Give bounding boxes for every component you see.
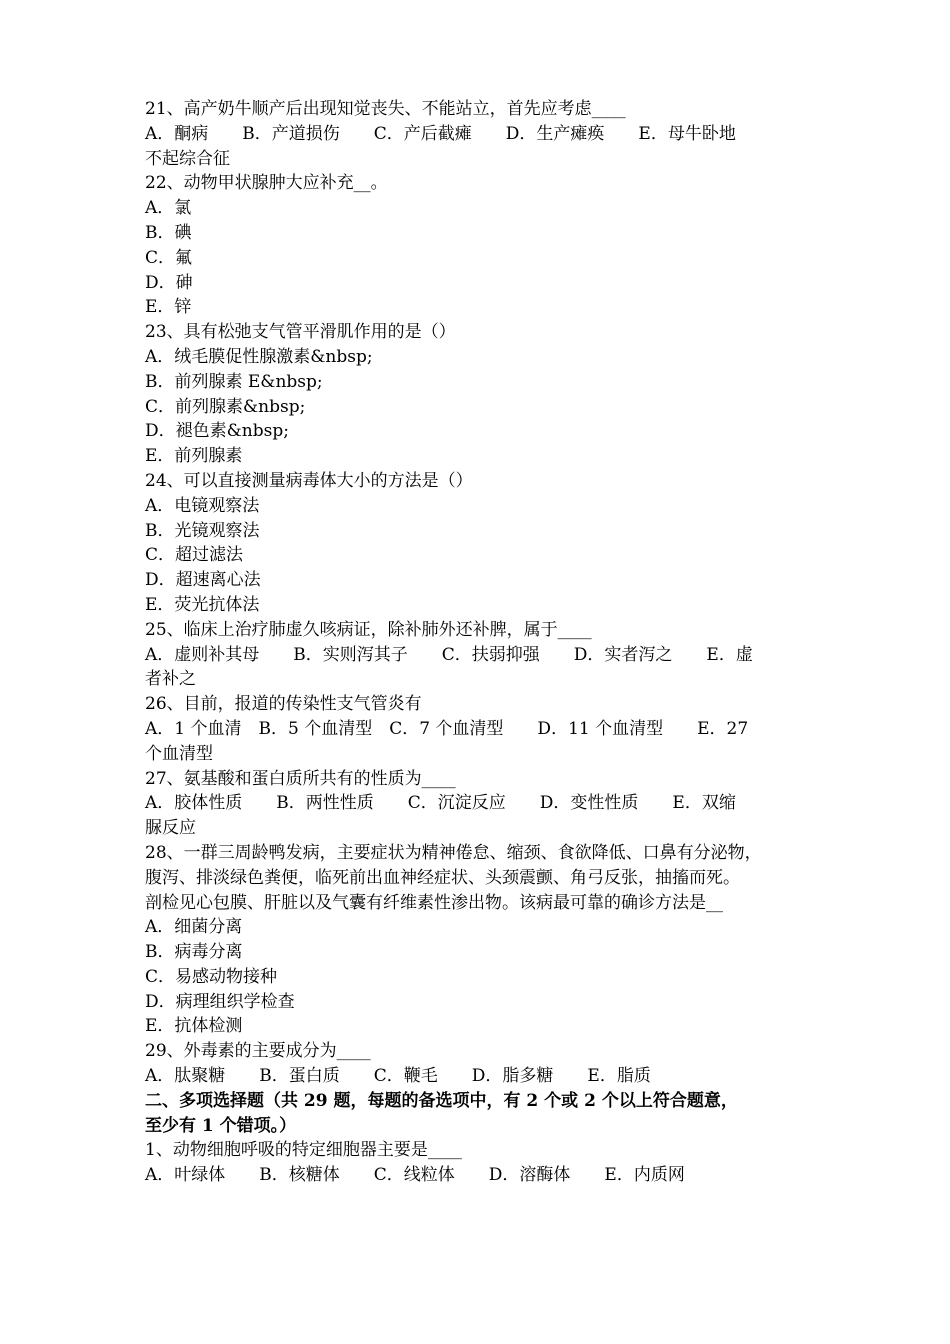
text-line: A．电镜观察法 <box>145 495 260 516</box>
text-line: 个血清型 <box>145 743 213 764</box>
text-line: B．病毒分离 <box>145 942 243 963</box>
text-line: B．碘 <box>145 222 192 243</box>
text-line: 26、目前，报道的传染性支气管炎有 <box>145 694 422 715</box>
text-line: 剖检见心包膜、肝脏以及气囊有纤维素性渗出物。该病最可靠的确诊方法是__ <box>145 892 723 913</box>
text-line: C．超过滤法 <box>145 545 244 566</box>
text-line: C．氟 <box>145 247 193 268</box>
text-line: C．前列腺素&nbsp; <box>145 396 306 417</box>
text-line: E．荧光抗体法 <box>145 594 260 615</box>
section-heading-line: 至少有 1 个错项。） <box>145 1115 297 1136</box>
text-line: 1、动物细胞呼吸的特定细胞器主要是____ <box>145 1140 462 1161</box>
text-line: E．锌 <box>145 297 192 318</box>
text-line: C．易感动物接种 <box>145 966 278 987</box>
text-line: A．1 个血清 B．5 个血清型 C．7 个血清型 D．11 个血清型 E．27 <box>145 718 749 739</box>
text-line: 不起综合征 <box>145 148 230 169</box>
text-line: 21、高产奶牛顺产后出现知觉丧失、不能站立，首先应考虑____ <box>145 99 626 119</box>
text-line: 腹泻、排淡绿色粪便，临死前出血神经症状、头颈震颤、角弓反张，抽搐而死。 <box>145 867 740 888</box>
text-line: B．前列腺素 E&nbsp; <box>145 371 323 392</box>
text-line: E．前列腺素 <box>145 446 243 467</box>
text-line: 25、临床上治疗肺虚久咳病证，除补肺外还补脾，属于____ <box>145 619 592 640</box>
text-line: 者补之 <box>145 669 196 690</box>
text-line: 24、可以直接测量病毒体大小的方法是（） <box>145 470 473 491</box>
text-line: E．抗体检测 <box>145 1016 243 1037</box>
text-line: 28、一群三周龄鸭发病，主要症状为精神倦怠、缩颈、食欲降低、口鼻有分泌物， <box>145 842 762 863</box>
text-line: D．褪色素&nbsp; <box>145 421 289 442</box>
text-line: A．绒毛膜促性腺激素&nbsp; <box>145 346 373 367</box>
text-line: D．超速离心法 <box>145 570 261 591</box>
text-line: A．氯 <box>145 198 192 219</box>
text-line: A．叶绿体 B．核糖体 C．线粒体 D．溶酶体 E．内质网 <box>145 1165 685 1186</box>
text-line: 29、外毒素的主要成分为____ <box>145 1041 371 1062</box>
text-line: A．肽聚糖 B．蛋白质 C．鞭毛 D．脂多糖 E．脂质 <box>145 1066 651 1087</box>
text-line: A．虚则补其母 B．实则泻其子 C．扶弱抑强 D．实者泻之 E．虚 <box>145 644 753 665</box>
document-page <box>145 97 810 1188</box>
text-line: 22、动物甲状腺肿大应补充__。 <box>145 173 388 194</box>
text-line: B．光镜观察法 <box>145 520 260 541</box>
text-line: D．砷 <box>145 272 193 293</box>
section-heading-line: 二、多项选择题（共 29 题，每题的备选项中，有 2 个或 2 个以上符合题意， <box>145 1090 738 1111</box>
text-line: A．细菌分离 <box>145 917 243 938</box>
text-line: D．病理组织学检查 <box>145 991 295 1012</box>
text-line: 27、氨基酸和蛋白质所共有的性质为____ <box>145 768 456 789</box>
text-line: A．胶体性质 B．两性性质 C．沉淀反应 D．变性性质 E．双缩 <box>145 793 736 814</box>
text-line: 23、具有松弛支气管平滑肌作用的是（） <box>145 322 456 343</box>
text-line: 脲反应 <box>145 818 196 839</box>
text-line: A．酮病 B．产道损伤 C．产后截瘫 D．生产瘫痪 E．母牛卧地 <box>145 123 736 144</box>
